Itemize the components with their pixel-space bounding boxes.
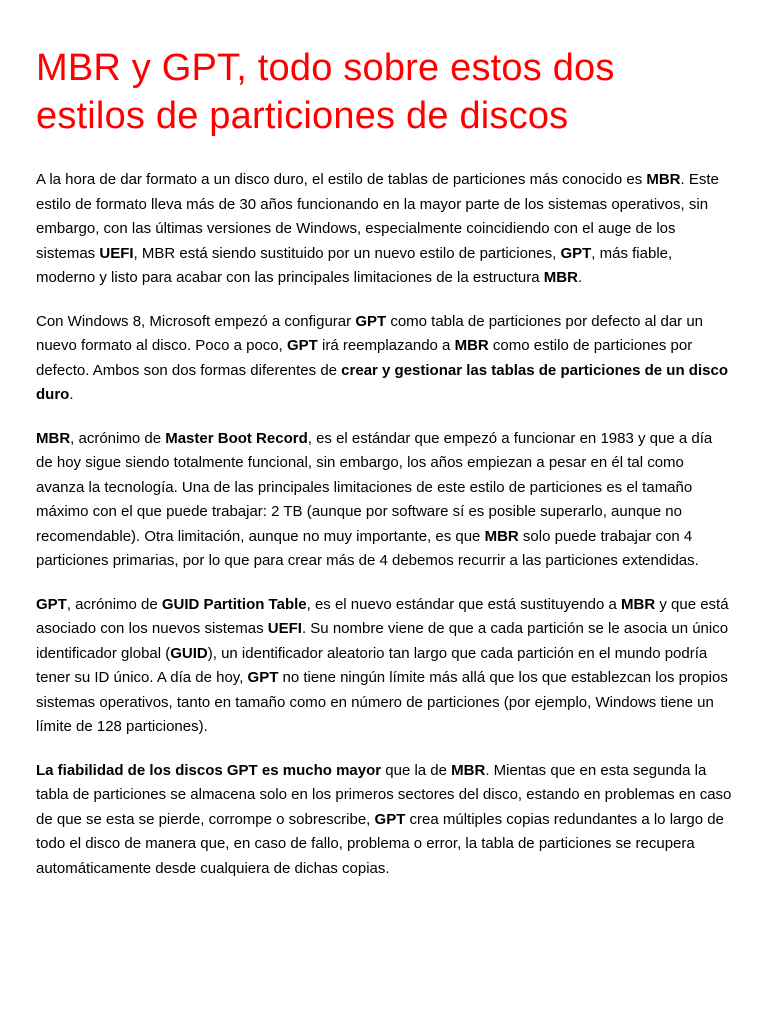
text-run: Con Windows 8, Microsoft empezó a configurar [36, 312, 356, 330]
text-run: como tabla de particiones por defecto al dar un nuevo formato al disco. Poco a poco, [36, 312, 704, 354]
text-run: , acrónimo de [66, 595, 162, 613]
text-run: , MBR está siendo sustituido por un nuevo estilo de particiones, [133, 244, 561, 262]
bold-text-run: UEFI [99, 244, 134, 262]
paragraph-reliability [36, 759, 732, 882]
bold-text-run: MBR [646, 171, 681, 188]
text-run: , acrónimo de [70, 429, 166, 447]
text-run: y que está asociado con los nuevos sistemas [36, 595, 729, 637]
text-run: solo puede trabajar con 4 particiones primarias, por lo que para crear más de 4 debemos recurrir a las particiones extendidas. [36, 527, 699, 569]
bold-text-run: GPT [286, 337, 318, 354]
text-run: . Este estilo de formato lleva más de 30 años funcionando en la mayor parte de los sistemas operativos, sin embargo, con las últimas versiones de Windows, especialmente coincidiendo con el auge de los sistemas [36, 171, 719, 262]
bold-text-run: GPT [355, 312, 387, 330]
bold-text-run: GPT [36, 595, 67, 613]
text-run: como estilo de particiones por defecto. Ambos son dos formas diferentes de [36, 337, 693, 379]
bold-text-run: Master Boot Record [165, 429, 308, 447]
text-run: , es el estándar que empezó a funcionar en 1983 y que a día de hoy sigue siendo totalmente funcional, sin embargo, los años empiezan a pesar en él tal como avanza la tecnología. Una de las principales limitaciones de este estilo de particiones es el tamaño máximo con el que puede trabajar: 2 TB (aunque por software sí es posible superarlo, aunque no recomendable). Otra limitación, aunque no muy importante, es que [36, 429, 713, 545]
text-run: . [69, 386, 74, 403]
text-run: , más fiable, moderno y listo para acabar con las principales limitaciones de la estructura [36, 244, 673, 286]
text-run: , es el nuevo estándar que está sustituyendo a [306, 595, 622, 613]
bold-text-run: GPT [247, 669, 279, 686]
page-title: MBR y GPT, todo sobre estos dos estilos de particiones de discos [36, 47, 615, 137]
bold-text-run: GPT [374, 810, 406, 828]
text-run: que la de [381, 761, 452, 779]
text-run: crea múltiples copias redundantes a lo largo de todo el disco de manera que, en caso de fallo, problema o error, la tabla de particiones se recupera automáticamente desde cualquiera de dichas copias. [36, 810, 724, 877]
text-run: irá reemplazando a [317, 337, 455, 354]
text-run: . Mientas que en esta segunda la tabla de particiones se almacena solo en los primeros sectores del disco, estando en problemas en caso de que se esta se pierde, corrompe o sobrescribe, [36, 761, 732, 828]
paragraph-mbr [36, 427, 732, 574]
text-run: ), un identificador aleatorio tan largo que cada partición en el mundo podría tener su ID único. A día de hoy, [36, 644, 708, 686]
bold-text-run: crear y gestionar las tablas de particiones de un disco duro [36, 361, 728, 403]
bold-text-run: UEFI [267, 620, 302, 637]
bold-text-run: MBR [454, 337, 489, 354]
bold-text-run: MBR [543, 269, 578, 286]
bold-text-run: GUID Partition Table [161, 595, 307, 613]
bold-text-run: MBR [36, 429, 71, 447]
paragraph-windows8 [36, 310, 732, 408]
text-run: no tiene ningún límite más allá que los que establezcan los propios sistemas operativos, tanto en tamaño como en número de particiones (por ejemplo, Windows tiene un límite de 128 particiones). [36, 669, 728, 735]
bold-text-run: MBR [484, 527, 519, 545]
bold-text-run: MBR [451, 761, 486, 779]
bold-text-run: La fiabilidad de los discos GPT es mucho mayor [36, 761, 382, 779]
bold-text-run: GPT [560, 244, 592, 262]
text-run: . [577, 269, 583, 286]
bold-text-run: GUID [170, 644, 208, 662]
paragraph-intro [36, 168, 732, 291]
text-run: A la hora de dar formato a un disco duro, el estilo de tablas de particiones más conocido es [36, 171, 647, 188]
text-run: . Su nombre viene de que a cada partición se le asocia un único identificador global ( [36, 620, 729, 662]
bold-text-run: MBR [621, 595, 656, 613]
paragraph-gpt [36, 593, 732, 740]
